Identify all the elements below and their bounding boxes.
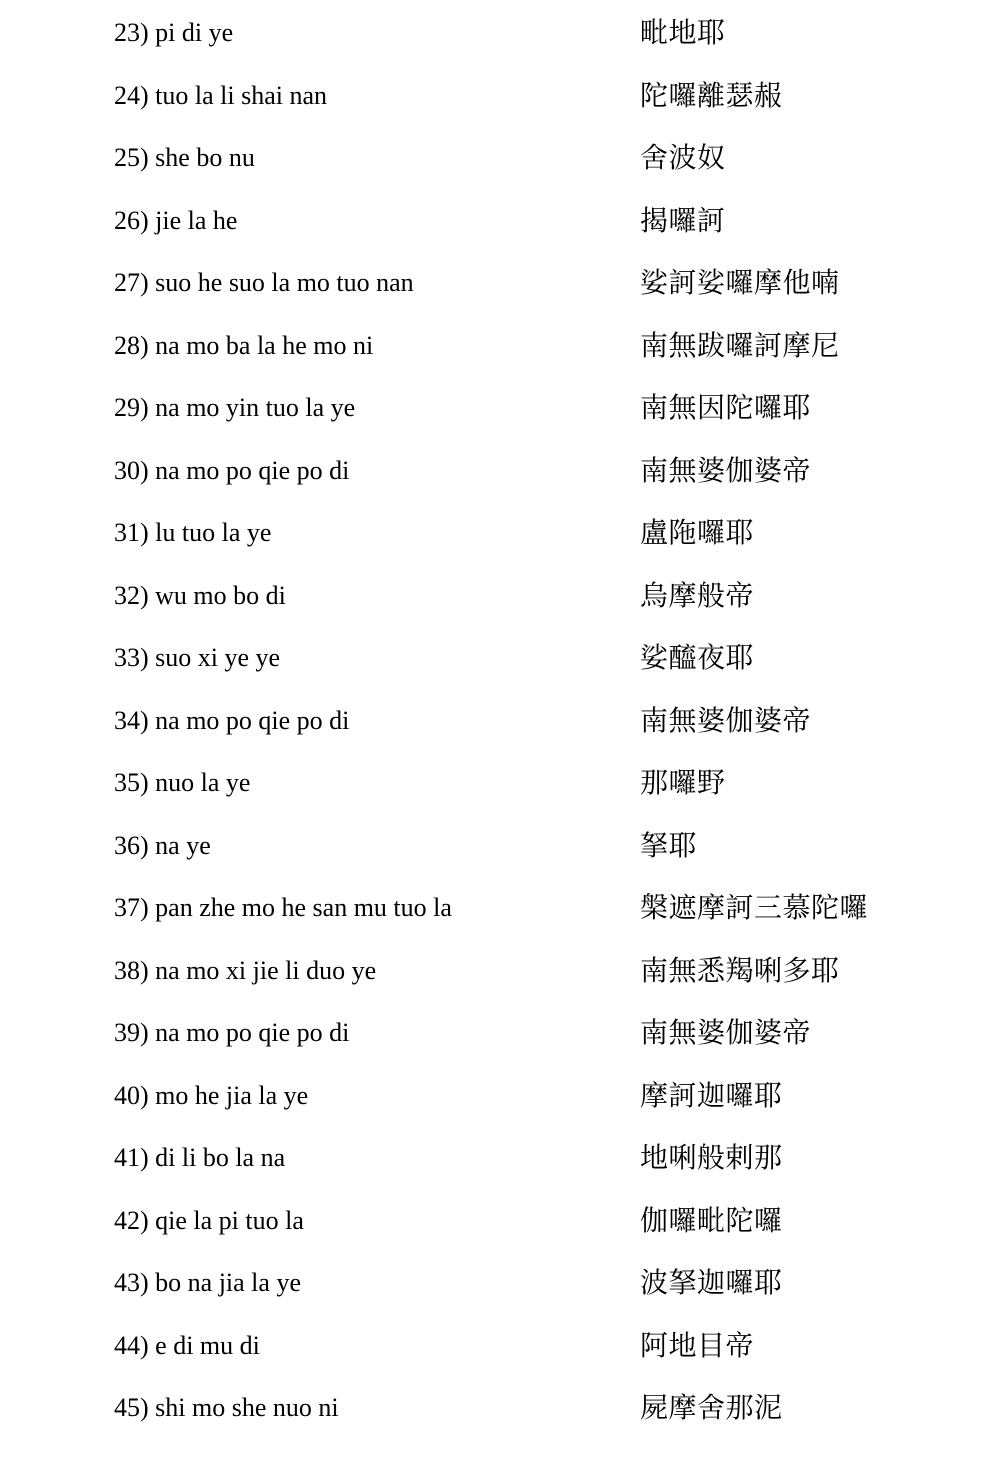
chinese-text: 那囉野 [640, 766, 726, 799]
chinese-text: 烏摩般帝 [640, 578, 755, 612]
pinyin-text: 39) na mo po qie po di [114, 1018, 350, 1047]
mantra-line-24 [0, 79, 1000, 142]
pinyin-text: 45) shi mo she nuo ni [114, 1393, 339, 1422]
pinyin-text: 37) pan zhe mo he san mu tuo la [114, 893, 452, 922]
pinyin-text: 32) wu mo bo di [114, 580, 286, 610]
chinese-text: 南無跋囉訶摩尼 [640, 328, 840, 362]
mantra-line-40 [0, 1079, 1000, 1142]
pinyin-text: 28) na mo ba la he mo ni [114, 330, 374, 360]
mantra-line-36 [0, 829, 1000, 892]
pinyin-text: 29) na mo yin tuo la ye [114, 393, 356, 422]
mantra-line-29 [0, 391, 1000, 454]
chinese-text: 南無婆伽婆帝 [640, 1016, 812, 1049]
chinese-text: 娑醯夜耶 [640, 641, 755, 674]
pinyin-text: 24) tuo la li shai nan [114, 80, 328, 110]
chinese-text: 南無婆伽婆帝 [640, 703, 812, 737]
chinese-text: 南無因陀囉耶 [640, 391, 812, 424]
mantra-line-35 [0, 766, 1000, 829]
mantra-line-26 [0, 204, 1000, 267]
pinyin-text: 42) qie la pi tuo la [114, 1205, 304, 1235]
mantra-line-28 [0, 329, 1000, 392]
pinyin-text: 25) she bo nu [114, 143, 255, 172]
chinese-text: 阿地目帝 [640, 1328, 755, 1362]
pinyin-text: 26) jie la he [114, 205, 238, 235]
chinese-text: 波拏迦囉耶 [640, 1266, 783, 1299]
pinyin-text: 33) suo xi ye ye [114, 643, 281, 672]
pinyin-text: 43) bo na jia la ye [114, 1268, 301, 1297]
pinyin-text: 38) na mo xi jie li duo ye [114, 955, 377, 985]
chinese-text: 毗地耶 [640, 16, 726, 49]
mantra-line-27 [0, 266, 1000, 329]
pinyin-text: 36) na ye [114, 830, 211, 860]
pinyin-text: 31) lu tuo la ye [114, 518, 272, 547]
mantra-line-44 [0, 1329, 1000, 1392]
pinyin-text: 34) na mo po qie po di [114, 705, 350, 735]
chinese-text: 娑訶娑囉摩他喃 [640, 266, 840, 299]
mantra-line-45 [0, 1391, 1000, 1454]
mantra-line-41 [0, 1141, 1000, 1204]
pinyin-text: 30) na mo po qie po di [114, 455, 350, 485]
chinese-text: 舍波奴 [640, 141, 726, 174]
pinyin-text: 41) di li bo la na [114, 1143, 286, 1172]
chinese-text: 伽囉毗陀囉 [640, 1203, 783, 1237]
mantra-line-43 [0, 1266, 1000, 1329]
chinese-text: 南無悉羯唎多耶 [640, 953, 840, 987]
mantra-line-39 [0, 1016, 1000, 1079]
mantra-list [0, 16, 1000, 1454]
mantra-line-30 [0, 454, 1000, 517]
chinese-text: 拏耶 [640, 828, 698, 862]
mantra-line-34 [0, 704, 1000, 767]
mantra-line-42 [0, 1204, 1000, 1267]
pinyin-text: 40) mo he jia la ye [114, 1080, 309, 1110]
mantra-line-25 [0, 141, 1000, 204]
mantra-line-33 [0, 641, 1000, 704]
pinyin-text: 44) e di mu di [114, 1330, 260, 1360]
chinese-text: 摩訶迦囉耶 [640, 1078, 783, 1112]
mantra-line-37 [0, 891, 1000, 954]
chinese-text: 槃遮摩訶三慕陀囉 [640, 891, 869, 924]
chinese-text: 南無婆伽婆帝 [640, 453, 812, 487]
mantra-line-38 [0, 954, 1000, 1017]
chinese-text: 地唎般剌那 [640, 1141, 783, 1174]
chinese-text: 盧陁囉耶 [640, 516, 755, 549]
mantra-line-31 [0, 516, 1000, 579]
pinyin-text: 23) pi di ye [114, 18, 234, 47]
chinese-text: 揭囉訶 [640, 203, 726, 237]
chinese-text: 屍摩舍那泥 [640, 1391, 783, 1424]
chinese-text: 陀囉離瑟赧 [640, 78, 783, 112]
mantra-line-32 [0, 579, 1000, 642]
pinyin-text: 27) suo he suo la mo tuo nan [114, 268, 414, 297]
pinyin-text: 35) nuo la ye [114, 768, 251, 797]
mantra-line-23 [0, 16, 1000, 79]
